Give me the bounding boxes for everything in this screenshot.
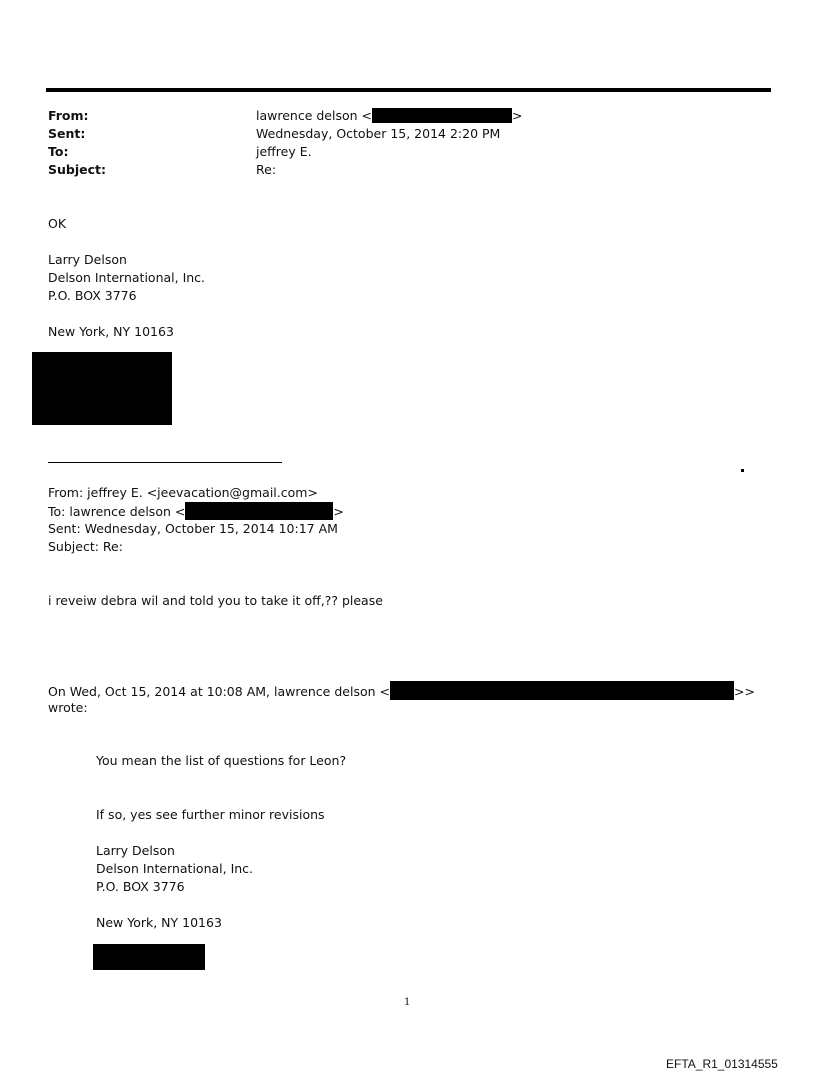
- quoted-body: i reveiw debra wil and told you to take it off,?? please: [48, 593, 383, 608]
- nested-signature-pobox: P.O. BOX 3776: [96, 879, 185, 894]
- sent-label: Sent:: [48, 126, 86, 141]
- signature-company: Delson International, Inc.: [48, 270, 206, 285]
- page-number: 1: [404, 997, 411, 1008]
- from-close-bracket: >: [512, 108, 523, 123]
- quoted-sent: Sent: Wednesday, October 15, 2014 10:17 AM: [48, 521, 338, 536]
- signature-name: Larry Delson: [48, 252, 127, 267]
- attribution-text: On Wed, Oct 15, 2014 at 10:08 AM, lawrence delson <: [48, 684, 390, 699]
- quoted-from: From: jeffrey E. <jeevacation@gmail.com>: [48, 485, 318, 500]
- quoted-to-redaction: [185, 502, 333, 520]
- signature-city: New York, NY 10163: [48, 324, 174, 339]
- nested-signature-company: Delson International, Inc.: [96, 861, 254, 876]
- reply-body: OK: [48, 216, 67, 231]
- stray-mark: [741, 469, 744, 472]
- nested-signature-redaction: [93, 944, 205, 970]
- to-label: To:: [48, 144, 69, 159]
- subject-value: Re:: [256, 162, 277, 177]
- subject-label: Subject:: [48, 162, 106, 177]
- signature-redaction: [32, 352, 172, 425]
- from-value: [256, 107, 522, 125]
- quoted-subject: Subject: Re:: [48, 539, 123, 554]
- to-value: jeffrey E.: [256, 144, 312, 159]
- attribution-redaction: [390, 681, 734, 700]
- nested-signature-name: Larry Delson: [96, 843, 175, 858]
- from-name: lawrence delson <: [256, 108, 372, 123]
- nested-line-1: You mean the list of questions for Leon?: [96, 753, 347, 768]
- attribution-wrote: wrote:: [48, 700, 88, 715]
- bates-number: EFTA_R1_01314555: [666, 1057, 778, 1071]
- quote-separator: [48, 462, 282, 463]
- nested-line-2: If so, yes see further minor revisions: [96, 807, 325, 822]
- signature-pobox: P.O. BOX 3776: [48, 288, 137, 303]
- nested-signature-city: New York, NY 10163: [96, 915, 222, 930]
- attribution-line: [48, 681, 755, 701]
- from-email-redaction: [372, 108, 512, 123]
- sent-value: Wednesday, October 15, 2014 2:20 PM: [256, 126, 501, 141]
- header-top-rule: [46, 88, 771, 92]
- attribution-brackets: >>: [733, 684, 755, 699]
- quoted-to-name: To: lawrence delson <: [48, 504, 186, 519]
- quoted-to: [48, 502, 344, 521]
- from-label: From:: [48, 108, 89, 123]
- quoted-to-bracket: >: [333, 504, 344, 519]
